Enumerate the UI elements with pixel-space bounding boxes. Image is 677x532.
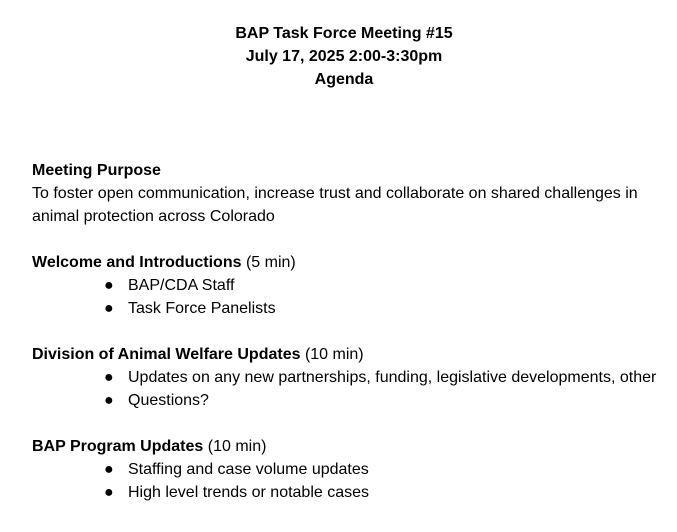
list-item-text: High level trends or notable cases: [128, 484, 370, 501]
meeting-purpose-title: Meeting Purpose: [32, 162, 161, 179]
spacer: [32, 228, 672, 251]
bullet-icon: ●: [104, 300, 114, 317]
agenda-section-welcome: [32, 251, 672, 320]
spacer: [32, 412, 672, 435]
agenda-body: [32, 159, 672, 504]
list-item: [32, 389, 668, 412]
section-duration: (10 min): [203, 438, 267, 455]
meeting-purpose-text: To foster open communication, increase trust and collaborate on shared challenges in animal protection across Colorado: [32, 185, 638, 225]
agenda-section-division-updates: [32, 343, 672, 412]
list-item: [32, 458, 668, 481]
list-item-text: Staffing and case volume updates: [128, 461, 369, 478]
bullet-icon: ●: [104, 277, 114, 294]
list-item: [32, 297, 668, 320]
section-title: BAP Program Updates: [32, 438, 204, 455]
bullet-list: [32, 366, 672, 412]
agenda-heading: Agenda: [314, 71, 374, 88]
list-item: [32, 274, 668, 297]
bullet-list: [32, 274, 672, 320]
section-title: Division of Animal Welfare Updates: [32, 346, 301, 363]
list-item-text: Questions?: [128, 392, 209, 409]
section-duration: (10 min): [300, 346, 364, 363]
bullet-icon: ●: [104, 369, 114, 386]
list-item-text: Updates on any new partnerships, funding, legislative developments, other: [128, 369, 657, 386]
section-title: Welcome and Introductions: [32, 254, 242, 271]
meeting-title: BAP Task Force Meeting #15: [235, 25, 453, 42]
spacer: [32, 320, 672, 343]
meeting-date-time: July 17, 2025 2:00-3:30pm: [245, 48, 443, 65]
list-item-text: Task Force Panelists: [128, 300, 276, 317]
bullet-icon: ●: [104, 484, 114, 501]
agenda-section-bap-program-updates: [32, 435, 672, 504]
bullet-icon: ●: [104, 461, 114, 478]
section-duration: (5 min): [241, 254, 296, 271]
document-header: [0, 22, 677, 91]
list-item: [32, 366, 668, 389]
list-item-text: BAP/CDA Staff: [128, 277, 235, 294]
bullet-list: [32, 458, 672, 504]
bullet-icon: ●: [104, 392, 114, 409]
list-item: [32, 481, 668, 504]
meeting-purpose-section: [32, 159, 672, 228]
